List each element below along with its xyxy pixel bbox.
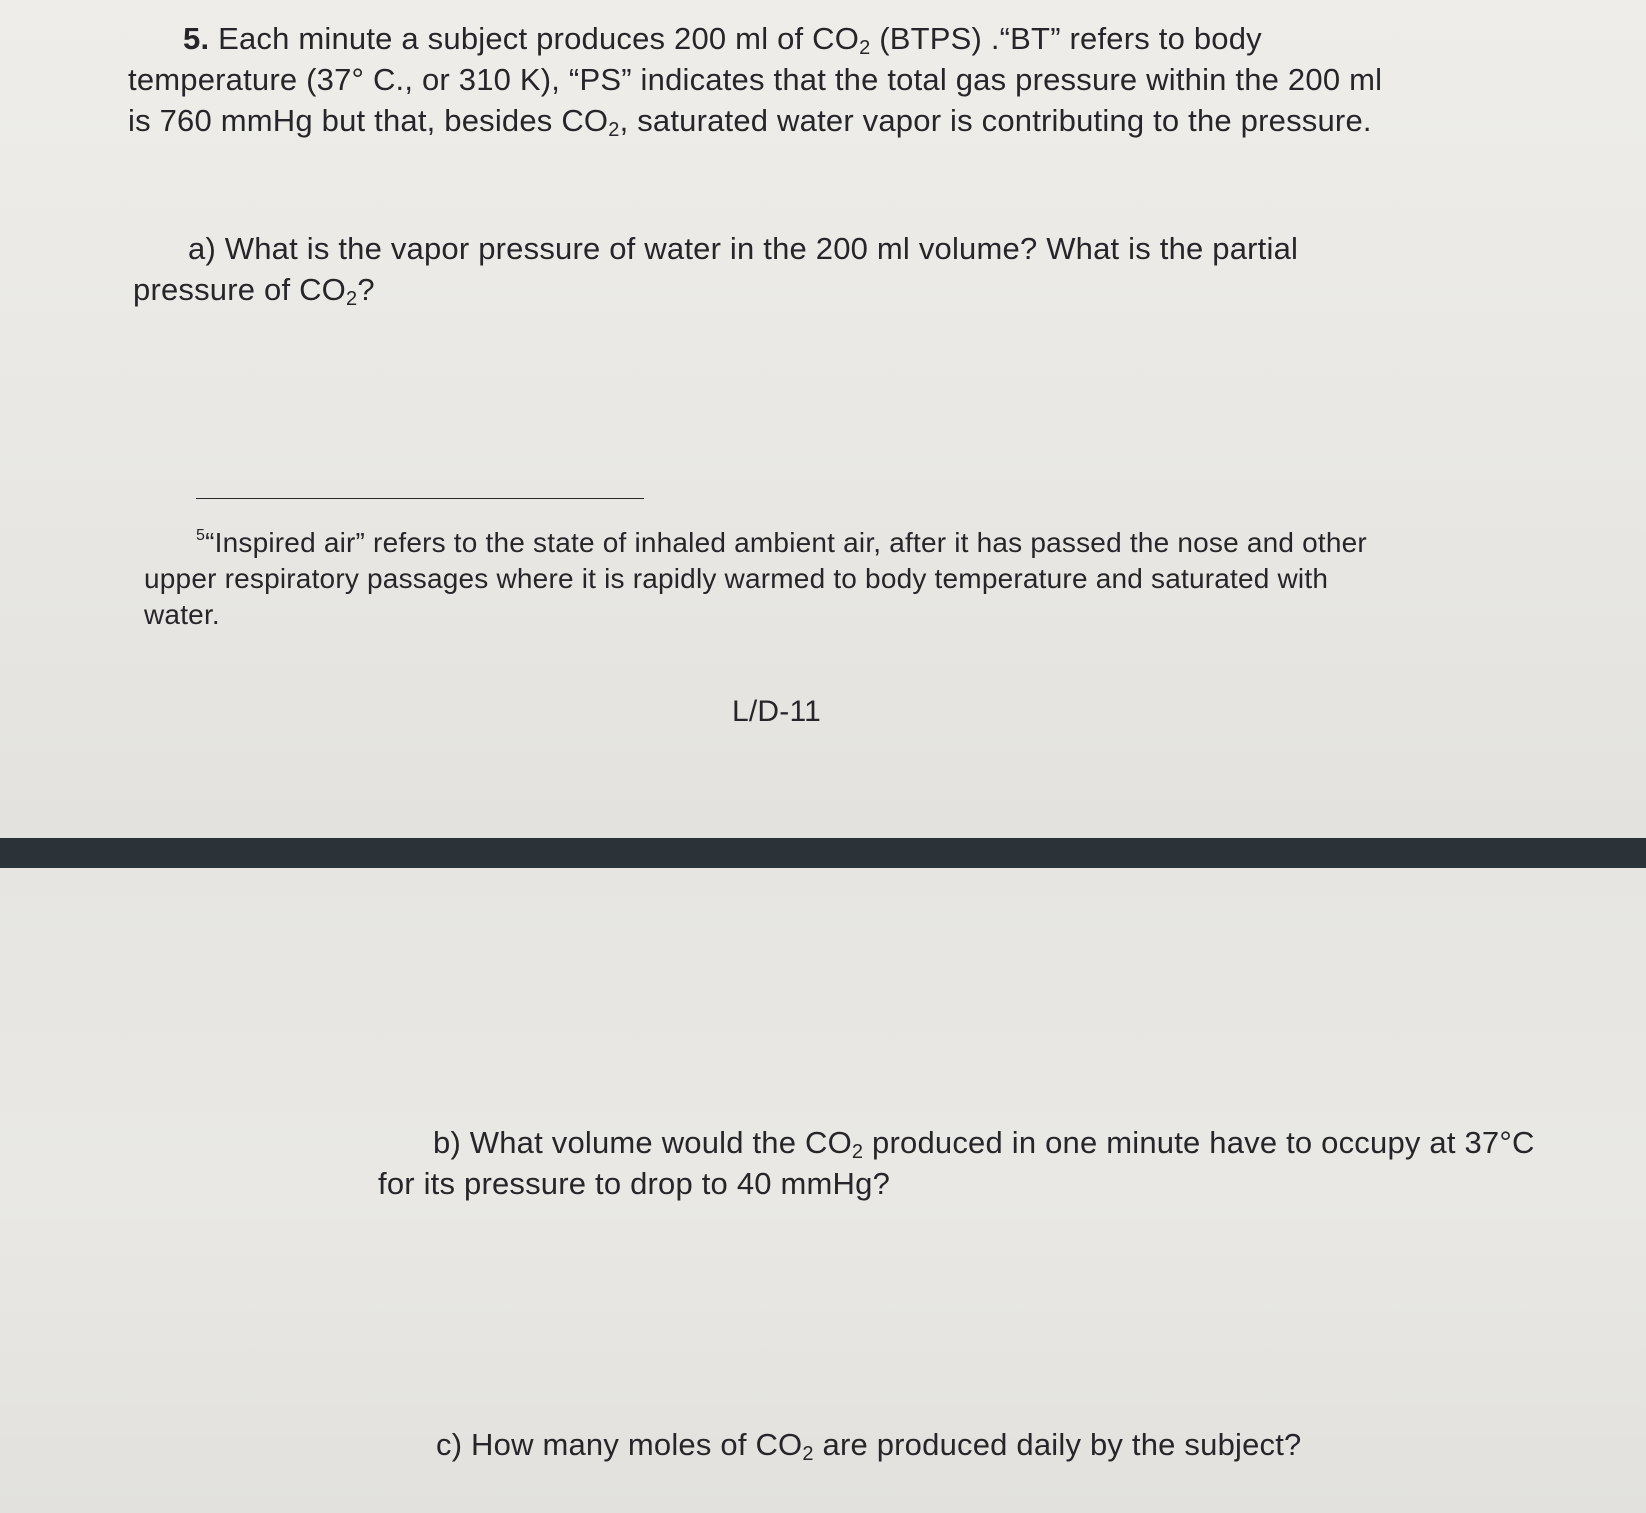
footnote-text: “Inspired air” refers to the state of inhaled ambient air, after it has passed the nose and other upper respiratory passages where it is rapidly warmed to body temperature and saturated with water. — [144, 527, 1367, 630]
part-c-text: c) How many moles of CO — [436, 1427, 803, 1462]
question-5-text-part-2: (BTPS) .“BT” refers to body temperature (37° C., or 310 K), “PS” indicates that the total gas pressure within the 200 ml is 760 mmHg but that, besides CO — [128, 21, 1383, 138]
footnote-divider — [196, 498, 644, 499]
footnote — [144, 518, 1384, 633]
subscript-2: 2 — [346, 288, 358, 310]
page-identifier: L/D-11 — [732, 695, 822, 728]
subscript-2: 2 — [802, 1443, 814, 1465]
question-5-text-part-1: Each minute a subject produces 200 ml of CO — [218, 21, 860, 56]
part-c-question — [436, 1424, 1536, 1465]
subscript-2: 2 — [851, 1141, 864, 1163]
footnote-marker: 5 — [196, 527, 206, 544]
part-b-question — [378, 1122, 1578, 1204]
part-c-text-end: are produced daily by the subject? — [813, 1427, 1302, 1462]
page-gap-divider — [0, 838, 1646, 868]
part-a-text-end: ? — [357, 272, 375, 307]
subscript-2: 2 — [608, 119, 620, 141]
part-b-text: b) What volume would the CO — [433, 1125, 852, 1160]
subscript-2: 2 — [859, 37, 871, 59]
part-a-question — [133, 228, 1383, 310]
question-5-stem — [128, 18, 1388, 141]
question-number: 5. — [183, 21, 210, 56]
part-b-text-end: produced in one minute have to occupy at 37°C for its pressure to drop to 40 mmHg? — [378, 1125, 1535, 1201]
part-a-text: a) What is the vapor pressure of water in the 200 ml volume? What is the partial pressure of CO — [133, 231, 1299, 307]
question-5-text-part-3: , saturated water vapor is contributing to the pressure. — [619, 103, 1372, 138]
